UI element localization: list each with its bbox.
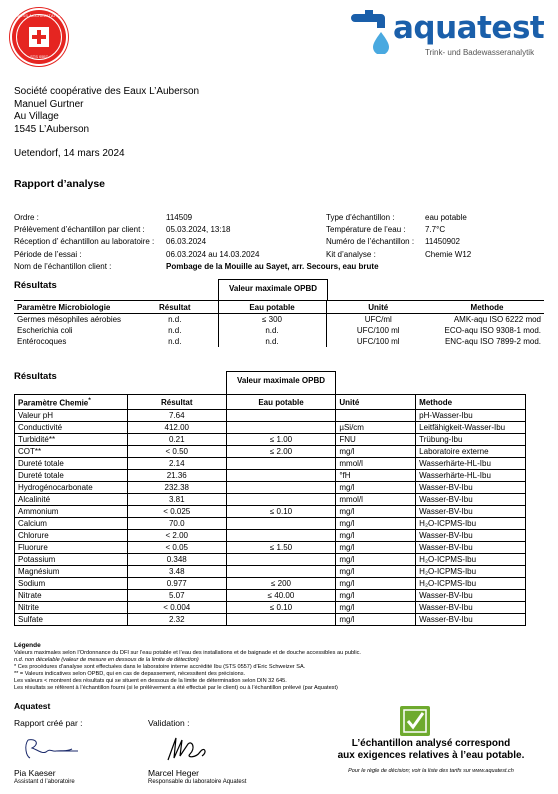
legend-title: Légende (14, 642, 41, 649)
table-row (15, 602, 526, 614)
validation-label: Validation : (148, 718, 190, 728)
reception-label: Réception d’ échantillon au laboratoire : (14, 237, 155, 247)
micro-result: n.d. (168, 326, 182, 335)
chem-method: Wasserhärte-HL-Ibu (416, 458, 526, 470)
table-row (15, 518, 526, 530)
recipient-line: 1545 L’Auberson (14, 123, 90, 135)
chem-unit: mg/l (336, 446, 416, 458)
chem-param: Fluorure (15, 542, 128, 554)
chem-header-potable: Eau potable (226, 395, 336, 410)
chem-param: Dureté totale (15, 458, 128, 470)
chem-method: H₂O-ICPMS-Ibu (416, 578, 526, 590)
micro-header-method: Methode (430, 301, 544, 314)
kit-label: Kit d’analyse : (326, 249, 376, 259)
legend-text (14, 650, 544, 692)
micro-table (14, 300, 544, 347)
table-row (15, 590, 526, 602)
table-row (15, 494, 526, 506)
chem-method: Wasserhärte-HL-Ibu (416, 470, 526, 482)
chem-potable (226, 422, 336, 434)
conclusion-note: Pour le règle de décision; voir la liste des tarifs sur www.aquatest.ch (348, 768, 514, 774)
chem-method: Wasser-BV-Ibu (416, 602, 526, 614)
chem-potable (226, 470, 336, 482)
chem-unit: mg/l (336, 482, 416, 494)
table-row (15, 506, 526, 518)
chem-result: 0.977 (127, 578, 226, 590)
chem-method: H₂O-ICPMS-Ibu (416, 518, 526, 530)
info-values-right (425, 212, 471, 261)
micro-header-result: Résultat (132, 301, 218, 314)
chem-method: H₂O-ICPMS-Ibu (416, 554, 526, 566)
chem-result: 412.00 (127, 422, 226, 434)
chem-method: Wasser-BV-Ibu (416, 530, 526, 542)
chem-param: Hydrogénocarbonate (15, 482, 128, 494)
micro-potable: n.d. (218, 325, 326, 336)
legend-line: n.d. non décelable (valeur de mesure en dessous de la limite de détection) (14, 657, 199, 663)
chem-param: Calcium (15, 518, 128, 530)
chem-potable (226, 494, 336, 506)
chem-unit: mg/l (336, 578, 416, 590)
chem-param: Sodium (15, 578, 128, 590)
chem-unit: µSi/cm (336, 422, 416, 434)
chem-header-param-label: Paramètre Chemie (18, 398, 89, 408)
table-row (15, 482, 526, 494)
chem-param: Potassium (15, 554, 128, 566)
sample-number-label: Numéro de l’échantillon : (326, 237, 415, 247)
chem-result: 0.348 (127, 554, 226, 566)
chem-result: < 0.50 (127, 446, 226, 458)
micro-unit: UFC/ml (326, 314, 430, 326)
chem-unit: mg/l (336, 566, 416, 578)
chem-header-param-mark: * (88, 396, 91, 404)
conclusion (316, 738, 546, 762)
table-row (15, 434, 526, 446)
micro-header-unit: Unité (326, 301, 430, 314)
chem-potable: ≤ 1.50 (226, 542, 336, 554)
table-row (15, 554, 526, 566)
chem-unit (336, 410, 416, 422)
micro-unit: UFC/100 ml (326, 336, 430, 347)
chem-potable: ≤ 0.10 (226, 602, 336, 614)
micro-header-row (14, 301, 544, 314)
chem-result: 70.0 (127, 518, 226, 530)
chem-method: Wasser-BV-Ibu (416, 614, 526, 626)
seal-bottom-text: STS 0557 (30, 54, 48, 59)
chem-method: H₂O-ICPMS-Ibu (416, 566, 526, 578)
chem-result: 3.48 (127, 566, 226, 578)
legend-line: ** = Valeurs indicatives selon OPBD, qui en cas de depassement, nécessitent des précisions. (14, 671, 246, 677)
chem-unit: mg/l (336, 602, 416, 614)
chem-unit: mg/l (336, 554, 416, 566)
micro-method: ENC-aqu ISO 7899-2 mod. (444, 337, 541, 346)
table-row (14, 314, 544, 326)
sampling-value: 05.03.2024, 13:18 (166, 225, 231, 235)
checkmark-icon (403, 709, 427, 733)
chem-result: < 0.004 (127, 602, 226, 614)
micro-unit: UFC/100 ml (326, 325, 430, 336)
signer1-role: Assistant d l’aboratoire (14, 779, 75, 785)
table-row (15, 578, 526, 590)
chem-method: Wasser-BV-Ibu (416, 590, 526, 602)
chem-potable (226, 566, 336, 578)
chem-potable (226, 554, 336, 566)
conclusion-line: aux exigences relatives à l’eau potable. (337, 750, 525, 761)
sample-name-label: Nom de l’échantillon client : (14, 261, 112, 271)
sampling-label: Prélèvement d’échantillon par client : (14, 225, 145, 235)
micro-param: Escherichia coli (17, 326, 73, 335)
table-row (15, 410, 526, 422)
approval-check-icon (400, 706, 430, 736)
chem-result: 5.07 (127, 590, 226, 602)
chem-table (14, 394, 526, 626)
chem-param: Nitrate (15, 590, 128, 602)
reception-value: 06.03.2024 (166, 237, 207, 247)
brand-tagline: Trink- und Badewasseranalytik (425, 48, 535, 57)
chem-section-title: Résultats (14, 371, 57, 382)
recipient-line: Au Village (14, 111, 59, 122)
chem-unit: FNU (336, 434, 416, 446)
chem-header-row (15, 395, 526, 410)
micro-param: Entérocoques (17, 337, 67, 346)
micro-potable: ≤ 300 (218, 314, 326, 326)
report-title: Rapport d’analyse (14, 178, 106, 190)
legend-line: * Ces procédures d’analyse sont effectuées dans le laboratoire interne accrédité Ibu (STS 0557) d’Eric Schweizer SA. (14, 664, 306, 670)
micro-header-potable: Eau potable (218, 301, 326, 314)
chem-param: Valeur pH (15, 410, 128, 422)
info-labels-right (326, 212, 414, 261)
chem-unit: °fH (336, 470, 416, 482)
chem-unit: mg/l (336, 590, 416, 602)
chem-param: Magnésium (15, 566, 128, 578)
table-row (15, 542, 526, 554)
chem-param: Nitrite (15, 602, 128, 614)
micro-param: Germes mésophiles aérobies (17, 315, 122, 324)
chem-potable (226, 614, 336, 626)
place-date: Uetendorf, 14 mars 2024 (14, 148, 125, 159)
chem-result: 21.36 (127, 470, 226, 482)
recipient-line: Manuel Gurtner (14, 98, 84, 110)
chem-potable: ≤ 200 (226, 578, 336, 590)
period-label: Période de l’essai : (14, 249, 82, 259)
chem-potable (226, 458, 336, 470)
chem-header-method: Methode (416, 395, 526, 410)
micro-result: n.d. (168, 337, 182, 346)
seal-top-text: SWISS ACCREDITATION (14, 13, 64, 18)
chem-potable (226, 518, 336, 530)
chem-param: Dureté totale (15, 470, 128, 482)
recipient-address (14, 86, 199, 136)
chem-header-param (15, 395, 128, 410)
temperature-label: Température de l’eau : (326, 225, 406, 235)
table-row (15, 422, 526, 434)
table-row (15, 446, 526, 458)
chem-unit: mg/l (336, 542, 416, 554)
chem-unit: mg/l (336, 506, 416, 518)
chem-result: 2.14 (127, 458, 226, 470)
chem-result: 232.38 (127, 482, 226, 494)
chem-param: Chlorure (15, 530, 128, 542)
chem-header-result: Résultat (127, 395, 226, 410)
chem-potable: ≤ 1.00 (226, 434, 336, 446)
chem-unit: mmol/l (336, 494, 416, 506)
micro-header-param: Paramètre Microbiologie (14, 301, 132, 314)
chem-unit: mg/l (336, 530, 416, 542)
legend-line: Valeurs maximales selon l’Ordonnance du DFI sur l’eau potable et l’eau des installations et de baignade et de douche accessibles au public. (14, 650, 361, 656)
micro-method: ECO-aqu ISO 9308-1 mod. (444, 326, 541, 335)
table-row (15, 470, 526, 482)
sample-name-value: Pombage de la Mouille au Sayet, arr. Secours, eau brute (166, 261, 379, 271)
type-label: Type d’échantillon : (326, 213, 395, 222)
chem-result: 2.32 (127, 614, 226, 626)
chem-result: < 0.05 (127, 542, 226, 554)
table-row (15, 458, 526, 470)
chem-param: Ammonium (15, 506, 128, 518)
signature-marcel-heger (162, 734, 212, 764)
footer-company: Aquatest (14, 701, 51, 711)
signer2-role: Responsable du laboratoire Aquatest (148, 779, 247, 785)
kit-value: Chemie W12 (425, 249, 472, 259)
chem-method: Trübung-Ibu (416, 434, 526, 446)
created-by-label: Rapport créé par : (14, 718, 83, 728)
chem-method: Wasser-BV-Ibu (416, 506, 526, 518)
water-tap-drop-icon (345, 8, 395, 54)
chem-result: 0.21 (127, 434, 226, 446)
chem-result: < 2.00 (127, 530, 226, 542)
micro-result: n.d. (168, 315, 182, 324)
chem-unit: mg/l (336, 518, 416, 530)
chem-potable (226, 530, 336, 542)
chem-potable (226, 482, 336, 494)
chem-potable: ≤ 2.00 (226, 446, 336, 458)
table-row (15, 566, 526, 578)
temperature-value: 7.7°C (425, 225, 446, 235)
chem-param: Conductivité (15, 422, 128, 434)
table-row (14, 325, 544, 336)
accreditation-seal (12, 10, 66, 64)
chem-potable: ≤ 0.10 (226, 506, 336, 518)
recipient-line: Société coopérative des Eaux L’Auberson (14, 86, 200, 97)
brand-name: aquatest (393, 10, 545, 46)
chem-param: Alcalinité (15, 494, 128, 506)
order-value: 114509 (166, 213, 193, 222)
table-row (15, 530, 526, 542)
signer1-name: Pia Kaeser (14, 768, 56, 778)
signature-pia-kaeser (22, 736, 82, 762)
sample-number-value: 11450902 (425, 237, 460, 247)
chem-potable (226, 410, 336, 422)
chem-header-unit: Unité (336, 395, 416, 410)
table-row (15, 614, 526, 626)
table-row (14, 336, 544, 347)
chem-method: Laboratoire externe (416, 446, 526, 458)
chem-result: 3.81 (127, 494, 226, 506)
legend-line: Les résultats se réfèrent à l’échantillon fourni (si le prélèvement a été effectué par le client) ou à l’échantillon prélevé (par Aquatest) (14, 685, 338, 691)
chem-unit: mg/l (336, 614, 416, 626)
micro-section-title: Résultats (14, 280, 57, 291)
chem-opbd-header: Valeur maximale OPBD (226, 371, 336, 394)
aquatest-logo (345, 6, 545, 66)
chem-param: Turbidité** (15, 434, 128, 446)
chem-potable: ≤ 40.00 (226, 590, 336, 602)
info-labels-left (14, 212, 154, 273)
chem-param: Sulfate (15, 614, 128, 626)
micro-method: AMK-aqu ISO 6222 mod (453, 315, 541, 324)
conclusion-line: L’échantillon analysé correspond (351, 738, 511, 749)
chem-method: Leitfähigkeit-Wasser-Ibu (416, 422, 526, 434)
micro-potable: n.d. (218, 336, 326, 347)
chem-method: pH-Wasser-Ibu (416, 410, 526, 422)
chem-result: 7.64 (127, 410, 226, 422)
chem-method: Wasser-BV-Ibu (416, 542, 526, 554)
swiss-cross-icon (29, 27, 49, 47)
chem-method: Wasser-BV-Ibu (416, 482, 526, 494)
chem-param: COT** (15, 446, 128, 458)
signer2-name: Marcel Heger (148, 768, 200, 778)
micro-opbd-header: Valeur maximale OPBD (218, 279, 328, 300)
order-label: Ordre : (14, 213, 39, 222)
chem-result: < 0.025 (127, 506, 226, 518)
type-value: eau potable (425, 213, 467, 222)
chem-method: Wasser-BV-Ibu (416, 494, 526, 506)
chem-unit: mmol/l (336, 458, 416, 470)
legend-line: Les valeurs < montrent des résultats qui se situent en dessous de la limite de détermination selon DIN 32 645. (14, 678, 287, 684)
period-value: 06.03.2024 au 14.03.2024 (166, 249, 260, 259)
